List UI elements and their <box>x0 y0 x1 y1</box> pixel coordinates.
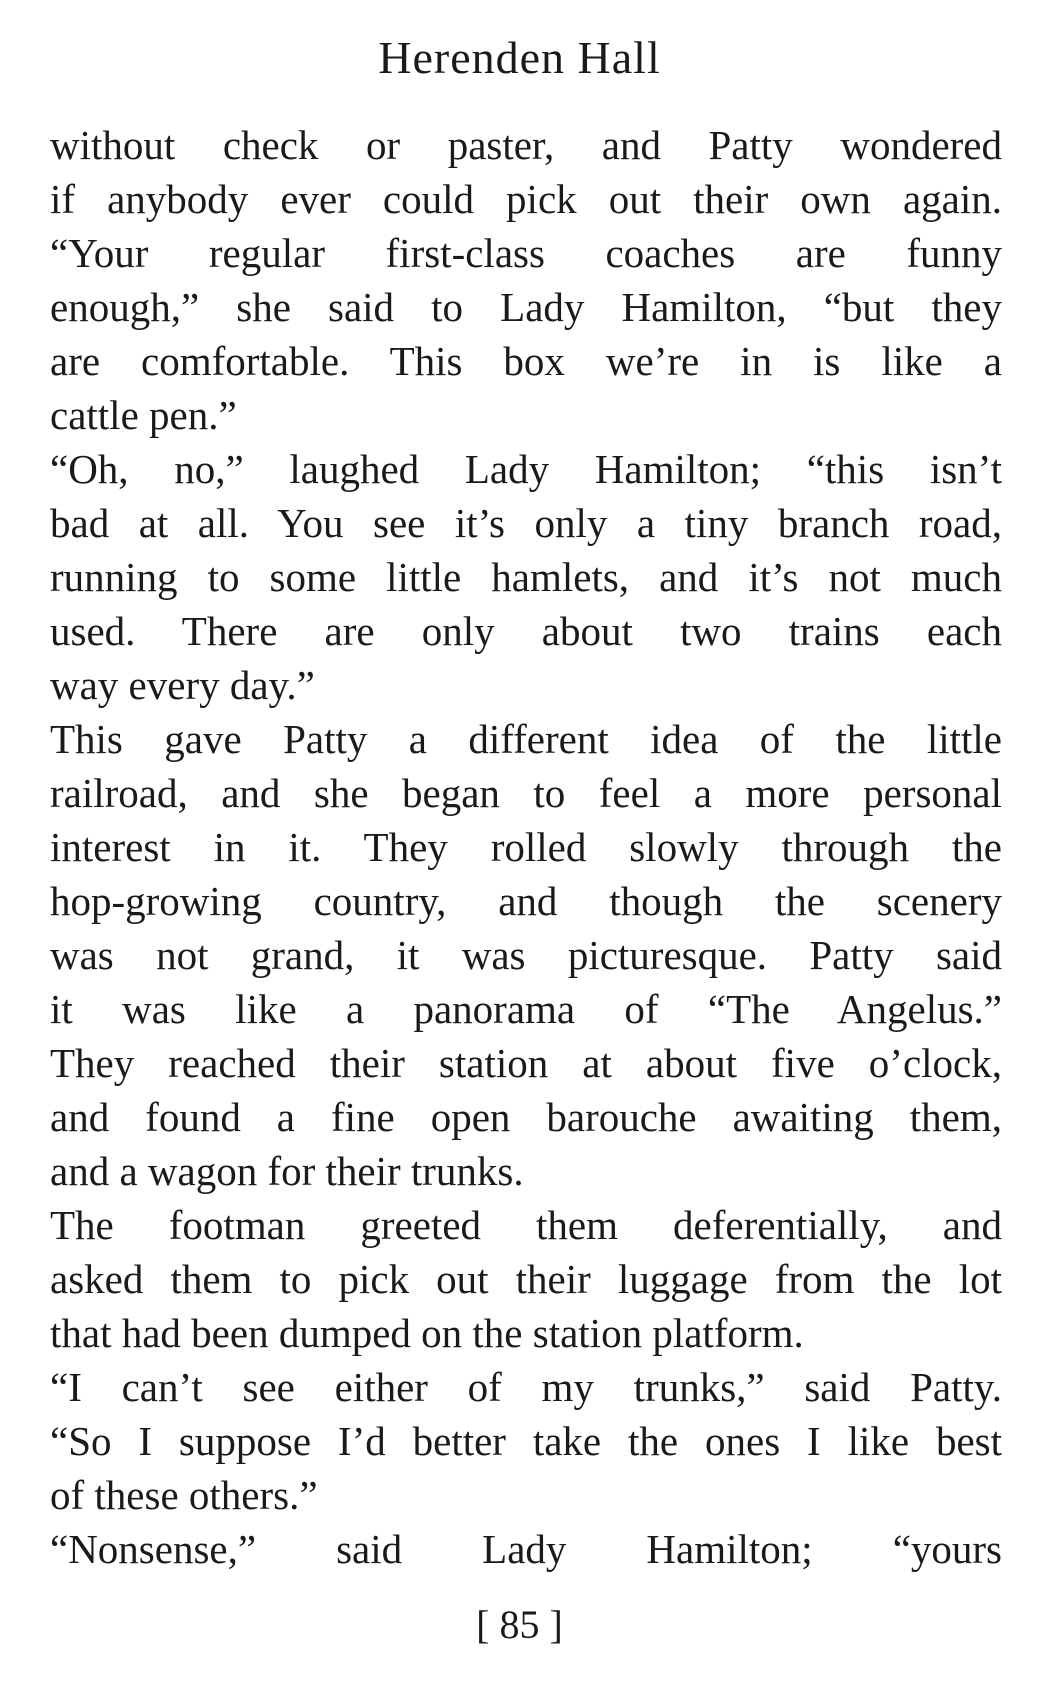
text-line: asked them to pick out their luggage from the lot <box>50 1256 1002 1302</box>
text-line: “Oh, no,” laughed Lady Hamilton; “this isn’t <box>50 446 1002 492</box>
text-line: if anybody ever could pick out their own again. <box>50 176 1002 222</box>
text-line: “So I suppose I’d better take the ones I like best <box>50 1418 1002 1464</box>
text-line: “I can’t see either of my trunks,” said Patty. <box>50 1364 1002 1410</box>
running-head: Herenden Hall <box>378 32 661 83</box>
text-line: and a wagon for their trunks. <box>50 1148 524 1194</box>
text-line: it was like a panorama of “The Angelus.” <box>50 986 1002 1032</box>
text-line: The footman greeted them deferentially, and <box>50 1202 1002 1248</box>
text-line: bad at all. You see it’s only a tiny branch road, <box>50 500 1002 546</box>
page-number: [ 85 ] <box>476 1602 563 1647</box>
text-line: cattle pen.” <box>50 392 237 438</box>
text-line: of these others.” <box>50 1472 318 1518</box>
text-line: that had been dumped on the station platform. <box>50 1310 804 1356</box>
text-line: running to some little hamlets, and it’s not much <box>50 554 1002 600</box>
text-line: and found a fine open barouche awaiting them, <box>50 1094 1002 1140</box>
text-line: way every day.” <box>50 662 315 708</box>
text-line: was not grand, it was picturesque. Patty said <box>50 932 1002 978</box>
text-line: without check or paster, and Patty wondered <box>50 122 1002 168</box>
text-line: This gave Patty a different idea of the little <box>50 716 1002 762</box>
text-line: “Nonsense,” said Lady Hamilton; “yours <box>50 1526 1002 1572</box>
text-line: hop-growing country, and though the scenery <box>50 878 1002 924</box>
text-line: enough,” she said to Lady Hamilton, “but they <box>50 284 1002 330</box>
text-line: used. There are only about two trains each <box>50 608 1002 654</box>
text-line: are comfortable. This box we’re in is like a <box>50 338 1002 384</box>
text-line: They reached their station at about five o’clock, <box>50 1040 1002 1086</box>
text-line: “Your regular first-class coaches are funny <box>50 230 1002 276</box>
text-line: interest in it. They rolled slowly through the <box>50 824 1002 870</box>
body-text <box>50 118 1002 1576</box>
text-line: railroad, and she began to feel a more personal <box>50 770 1002 816</box>
